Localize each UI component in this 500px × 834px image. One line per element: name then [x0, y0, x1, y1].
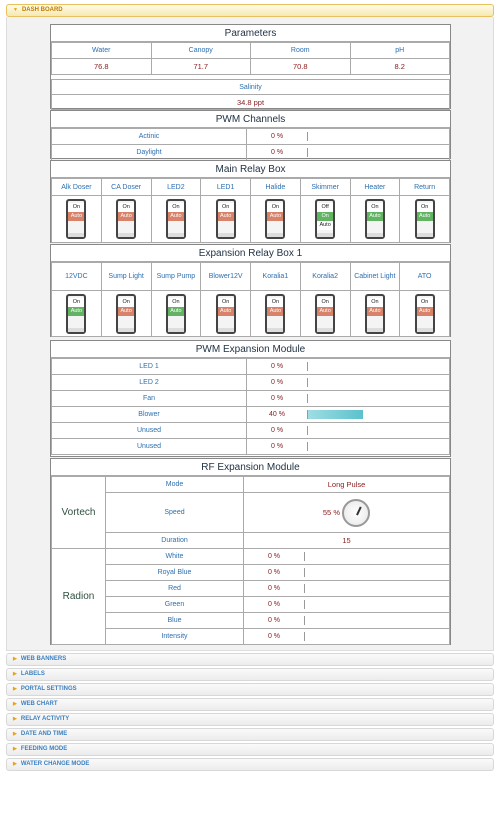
- param-header-room: Room: [251, 43, 351, 59]
- speed-gauge-icon: [342, 499, 370, 527]
- pwm-exp-label: LED 1: [52, 359, 247, 375]
- relay-switch-ato[interactable]: [415, 294, 435, 334]
- accordion-web-chart[interactable]: [6, 698, 494, 711]
- pwm-exp-bar: [307, 378, 308, 387]
- relay-switch-koralia1[interactable]: [265, 294, 285, 334]
- switch-auto: Auto: [118, 212, 134, 221]
- pwm-exp-bar: [307, 394, 308, 403]
- relay-switch-alk-doser[interactable]: [66, 199, 86, 239]
- radion-row-pct: 0 %: [267, 601, 281, 608]
- accordion-label: FEEDING MODE: [20, 746, 68, 752]
- param-header-ph: pH: [350, 43, 450, 59]
- accordion-dashboard-label: DASH BOARD: [21, 7, 63, 13]
- radion-row-bar: [304, 568, 305, 577]
- param-value-water: 76.8: [52, 59, 152, 75]
- exp-relay-port-label: Koralia2: [300, 263, 350, 291]
- switch-on: On: [267, 203, 283, 212]
- switch-auto: Auto: [367, 307, 383, 316]
- main-relay-port-label: Skimmer: [300, 179, 350, 196]
- switch-auto: Auto: [218, 212, 234, 221]
- vortech-duration-label: Duration: [106, 533, 244, 549]
- switch-on: On: [417, 203, 433, 212]
- pwm-exp-bar: [307, 426, 308, 435]
- relay-switch-led2[interactable]: [166, 199, 186, 239]
- parameters-panel: [50, 24, 451, 109]
- pwm-actinic-pct: 0 %: [270, 133, 284, 140]
- radion-label: Radion: [52, 549, 106, 645]
- rf-expansion-panel: [50, 458, 451, 645]
- radion-row-label: Red: [106, 581, 244, 597]
- switch-on: On: [68, 203, 84, 212]
- main-relay-port-label: Halide: [251, 179, 301, 196]
- relay-switch-ca-doser[interactable]: [116, 199, 136, 239]
- accordion-portal-settings[interactable]: [6, 683, 494, 696]
- exp-relay-port-label: Cabinet Light: [350, 263, 400, 291]
- exp-relay-port-label: Koralia1: [251, 263, 301, 291]
- switch-on: On: [118, 298, 134, 307]
- accordion-water-change-mode[interactable]: [6, 758, 494, 771]
- accordion-dashboard-header[interactable]: [6, 4, 494, 17]
- parameters-title: Parameters: [51, 25, 450, 42]
- pwm-actinic-cell: [247, 129, 450, 145]
- pwm-channels-title: PWM Channels: [51, 111, 450, 128]
- pwm-exp-bar: [307, 362, 308, 371]
- chevron-right-icon: ▶: [13, 701, 17, 707]
- pwm-exp-pct: 0 %: [270, 363, 284, 370]
- chevron-down-icon: ▼: [13, 7, 18, 13]
- expansion-relay-title: Expansion Relay Box 1: [51, 245, 450, 262]
- pwm-exp-pct: 0 %: [270, 443, 284, 450]
- switch-on: On: [118, 203, 134, 212]
- switch-auto: Auto: [68, 212, 84, 221]
- pwm-expansion-panel: [50, 340, 451, 457]
- chevron-right-icon: ▶: [13, 731, 17, 737]
- rf-expansion-table: [51, 476, 450, 645]
- relay-switch-12vdc[interactable]: [66, 294, 86, 334]
- pwm-label-actinic: Actinic: [52, 129, 247, 145]
- radion-row-pct: 0 %: [267, 553, 281, 560]
- pwm-exp-pct: 0 %: [270, 427, 284, 434]
- relay-switch-sump-light[interactable]: [116, 294, 136, 334]
- chevron-right-icon: ▶: [13, 671, 17, 677]
- relay-switch-return[interactable]: [415, 199, 435, 239]
- radion-row-pct: 0 %: [267, 617, 281, 624]
- relay-switch-koralia2[interactable]: [315, 294, 335, 334]
- relay-switch-led1[interactable]: [216, 199, 236, 239]
- exp-relay-port-label: 12VDC: [52, 263, 102, 291]
- exp-relay-port-label: ATO: [400, 263, 450, 291]
- salinity-label: Salinity: [52, 80, 450, 95]
- radion-row-pct: 0 %: [267, 569, 281, 576]
- radion-row-bar: [304, 552, 305, 561]
- main-relay-port-label: CA Doser: [101, 179, 151, 196]
- pwm-exp-label: LED 2: [52, 375, 247, 391]
- main-relay-panel: [50, 160, 451, 243]
- pwm-daylight-cell: [247, 145, 450, 161]
- main-relay-port-label: LED2: [151, 179, 201, 196]
- radion-row-pct: 0 %: [267, 633, 281, 640]
- rf-expansion-title: RF Expansion Module: [51, 459, 450, 476]
- switch-on: On: [317, 212, 333, 221]
- radion-row-label: Royal Blue: [106, 565, 244, 581]
- accordion-label: RELAY ACTIVITY: [20, 716, 70, 722]
- pwm-exp-label: Unused: [52, 439, 247, 455]
- pwm-exp-bar-blower: [307, 410, 363, 419]
- accordion-date-and-time[interactable]: [6, 728, 494, 741]
- accordion-label: WEB CHART: [20, 701, 58, 707]
- switch-auto: Auto: [417, 307, 433, 316]
- pwm-exp-pct: 0 %: [270, 395, 284, 402]
- exp-relay-port-label: Blower12V: [201, 263, 251, 291]
- main-relay-port-label: Return: [400, 179, 450, 196]
- accordion-feeding-mode[interactable]: [6, 743, 494, 756]
- vortech-mode-value: Long Pulse: [244, 477, 450, 493]
- accordion-web-banners[interactable]: [6, 653, 494, 666]
- accordion-label: DATE AND TIME: [20, 731, 68, 737]
- switch-auto: Auto: [367, 212, 383, 221]
- pwm-exp-pct: 0 %: [270, 379, 284, 386]
- pwm-label-daylight: Daylight: [52, 145, 247, 161]
- pwm-exp-label: Blower: [52, 407, 247, 423]
- switch-auto: Auto: [267, 212, 283, 221]
- accordion-labels[interactable]: [6, 668, 494, 681]
- pwm-channels-table: [51, 128, 450, 161]
- main-relay-port-label: Heater: [350, 179, 400, 196]
- radion-row-label: Blue: [106, 613, 244, 629]
- radion-row-label: Green: [106, 597, 244, 613]
- param-value-room: 70.8: [251, 59, 351, 75]
- switch-auto: Auto: [267, 307, 283, 316]
- vortech-mode-label: Mode: [106, 477, 244, 493]
- vortech-speed-value: 55 %: [322, 507, 340, 517]
- pwm-daylight-pct: 0 %: [270, 149, 284, 156]
- accordion-label: LABELS: [20, 671, 45, 677]
- main-relay-title: Main Relay Box: [51, 161, 450, 178]
- switch-auto: Auto: [168, 307, 184, 316]
- chevron-right-icon: ▶: [13, 716, 17, 722]
- parameters-table: [51, 42, 450, 110]
- switch-auto: Auto: [317, 307, 333, 316]
- relay-switch-heater[interactable]: [365, 199, 385, 239]
- pwm-expansion-table: [51, 358, 450, 455]
- salinity-value: 34.8 ppt: [52, 95, 450, 110]
- switch-auto: Auto: [118, 307, 134, 316]
- switch-on: On: [218, 203, 234, 212]
- switch-on: On: [168, 298, 184, 307]
- radion-row-pct: 0 %: [267, 585, 281, 592]
- exp-relay-port-label: Sump Light: [101, 263, 151, 291]
- param-value-ph: 8.2: [350, 59, 450, 75]
- expansion-relay-table: [51, 262, 450, 337]
- switch-on: On: [417, 298, 433, 307]
- radion-row-label: White: [106, 549, 244, 565]
- chevron-right-icon: ▶: [13, 686, 17, 692]
- relay-switch-cabinet-light[interactable]: [365, 294, 385, 334]
- accordion-label: WEB BANNERS: [20, 656, 67, 662]
- switch-on: On: [367, 203, 383, 212]
- switch-auto: Auto: [168, 212, 184, 221]
- pwm-expansion-title: PWM Expansion Module: [51, 341, 450, 358]
- switch-on: On: [367, 298, 383, 307]
- vortech-speed-label: Speed: [106, 493, 244, 533]
- switch-auto: Auto: [317, 221, 333, 230]
- chevron-right-icon: ▶: [13, 656, 17, 662]
- radion-row-bar: [304, 616, 305, 625]
- relay-switch-skimmer[interactable]: [315, 199, 335, 239]
- pwm-actinic-bar: [307, 132, 308, 141]
- main-relay-port-label: LED1: [201, 179, 251, 196]
- exp-relay-port-label: Sump Pump: [151, 263, 201, 291]
- relay-switch-sump-pump[interactable]: [166, 294, 186, 334]
- main-relay-table: [51, 178, 450, 243]
- chevron-right-icon: ▶: [13, 761, 17, 767]
- param-value-canopy: 71.7: [151, 59, 251, 75]
- pwm-exp-pct: 40 %: [269, 411, 285, 418]
- pwm-daylight-bar: [307, 148, 308, 157]
- accordion-label: WATER CHANGE MODE: [20, 761, 90, 767]
- accordion-label: PORTAL SETTINGS: [20, 686, 77, 692]
- accordion-relay-activity[interactable]: [6, 713, 494, 726]
- switch-auto: Auto: [68, 307, 84, 316]
- radion-row-bar: [304, 600, 305, 609]
- switch-on: On: [317, 298, 333, 307]
- radion-row-bar: [304, 584, 305, 593]
- relay-switch-blower12v[interactable]: [216, 294, 236, 334]
- switch-on: On: [168, 203, 184, 212]
- switch-auto: Auto: [417, 212, 433, 221]
- param-header-water: Water: [52, 43, 152, 59]
- expansion-relay-panel: [50, 244, 451, 337]
- pwm-channels-panel: [50, 110, 451, 159]
- switch-on: On: [218, 298, 234, 307]
- radion-row-bar: [304, 632, 305, 641]
- pwm-exp-bar: [307, 442, 308, 451]
- radion-row-label: Intensity: [106, 629, 244, 645]
- switch-on: On: [267, 298, 283, 307]
- vortech-duration-value: 15: [244, 533, 450, 549]
- pwm-exp-label: Fan: [52, 391, 247, 407]
- main-relay-port-label: Alk Doser: [52, 179, 102, 196]
- relay-switch-halide[interactable]: [265, 199, 285, 239]
- switch-auto: Auto: [218, 307, 234, 316]
- vortech-label: Vortech: [52, 477, 106, 549]
- param-header-canopy: Canopy: [151, 43, 251, 59]
- chevron-right-icon: ▶: [13, 746, 17, 752]
- pwm-exp-label: Unused: [52, 423, 247, 439]
- switch-off: Off: [317, 203, 333, 212]
- switch-on: On: [68, 298, 84, 307]
